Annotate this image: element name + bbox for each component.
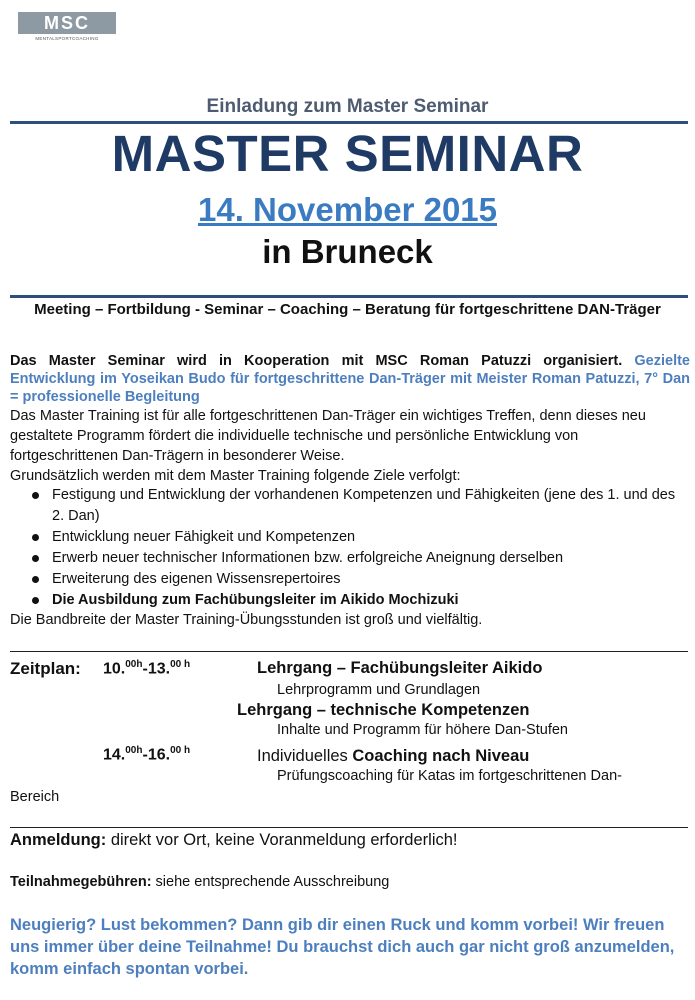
list-item: Festigung und Entwicklung der vorhandenen Kompetenzen und Fähigkeiten (jene des 1. und des 2. Dan) (10, 485, 690, 527)
bullet-icon (32, 534, 39, 541)
lead-black: Das Master Seminar wird in Kooperation mit MSC Roman Patuzzi organisiert. (10, 353, 623, 369)
intro-lead (10, 352, 690, 406)
goals-list (10, 485, 690, 611)
logo-subtext: MENTALSPORTCOACHING (35, 36, 99, 41)
bullet-icon (32, 492, 39, 499)
page-title: MASTER SEMINAR (111, 125, 584, 182)
course-1-title: Lehrgang – Fachübungsleiter Aikido (257, 659, 543, 677)
fees-info: Teilnahmegebühren: siehe entsprechende Ausschreibung (10, 874, 390, 890)
registration-info: Anmeldung: direkt vor Ort, keine Voranmeldung erforderlich! (10, 831, 458, 849)
list-item: Die Ausbildung zum Fachübungsleiter im Aikido Mochizuki (10, 590, 690, 611)
bullet-icon (32, 597, 39, 604)
time-slot-2: 14.$^{00h}$-16.$^{00 h}$ (103, 745, 191, 764)
bullet-icon (32, 555, 39, 562)
course-3-subtitle: Prüfungscoaching für Katas im fortgeschrittenen Dan- (277, 768, 622, 784)
time-slot-1: 10.$^{00h}$-13.$^{00 h}$ (103, 659, 191, 678)
bullet-icon (32, 576, 39, 583)
closing-message: Neugierig? Lust bekommen? Dann gib dir einen Ruck und komm vorbei! Wir freuen uns immer über deine Teilnahme! Du brauchst dich auch gar nicht groß anzumelden, komm einfach spontan vorbei. (10, 916, 675, 978)
list-item: Erwerb neuer technischer Informationen bzw. erfolgreiche Aneignung derselben (10, 548, 690, 569)
list-item: Erweiterung des eigenen Wissensrepertoires (10, 569, 690, 590)
course-3-subtitle-wrap: Bereich (10, 789, 60, 805)
tagline: Meeting – Fortbildung - Seminar – Coaching – Beratung für fortgeschrittene DAN-Träger (34, 301, 661, 318)
msc-logo (18, 12, 116, 42)
logo-text: MSC (18, 12, 116, 34)
goals-closing: Die Bandbreite der Master Training-Übungsstunden ist groß und vielfältig. (10, 612, 483, 628)
registration-divider (10, 827, 688, 828)
goals-intro: Grundsätzlich werden mit dem Master Training folgende Ziele verfolgt: (10, 468, 461, 484)
intro-paragraph: Das Master Training ist für alle fortgeschrittenen Dan-Träger ein wichtiges Treffen, denn dieses neu gestaltete Programm fördert die individuelle technische und persönliche Entwicklung von fortgeschrittenen Dan-Trägern in besonderer Weise. (10, 408, 646, 464)
course-2-subtitle: Inhalte und Programm für höhere Dan-Stufen (277, 722, 568, 738)
event-date: 14. November 2015 (197, 191, 497, 228)
tagline-divider (10, 295, 688, 298)
course-1-subtitle: Lehrprogramm und Grundlagen (277, 682, 481, 698)
lead-blue: Gezielte Entwicklung im Yoseikan Budo für fortgeschrittene Dan-Träger mit Meister Roman Patuzzi, 7° Dan = professionelle Begleitung (10, 353, 690, 405)
event-location: in Bruneck (262, 233, 433, 270)
schedule-divider (10, 651, 688, 652)
course-3-title: Individuelles Coaching nach Niveau (257, 747, 530, 765)
invitation-heading: Einladung zum Master Seminar (206, 96, 489, 117)
schedule-label: Zeitplan: (10, 659, 81, 678)
course-2-title: Lehrgang – technische Kompetenzen (237, 701, 530, 719)
list-item: Entwicklung neuer Fähigkeit und Kompetenzen (10, 527, 690, 548)
